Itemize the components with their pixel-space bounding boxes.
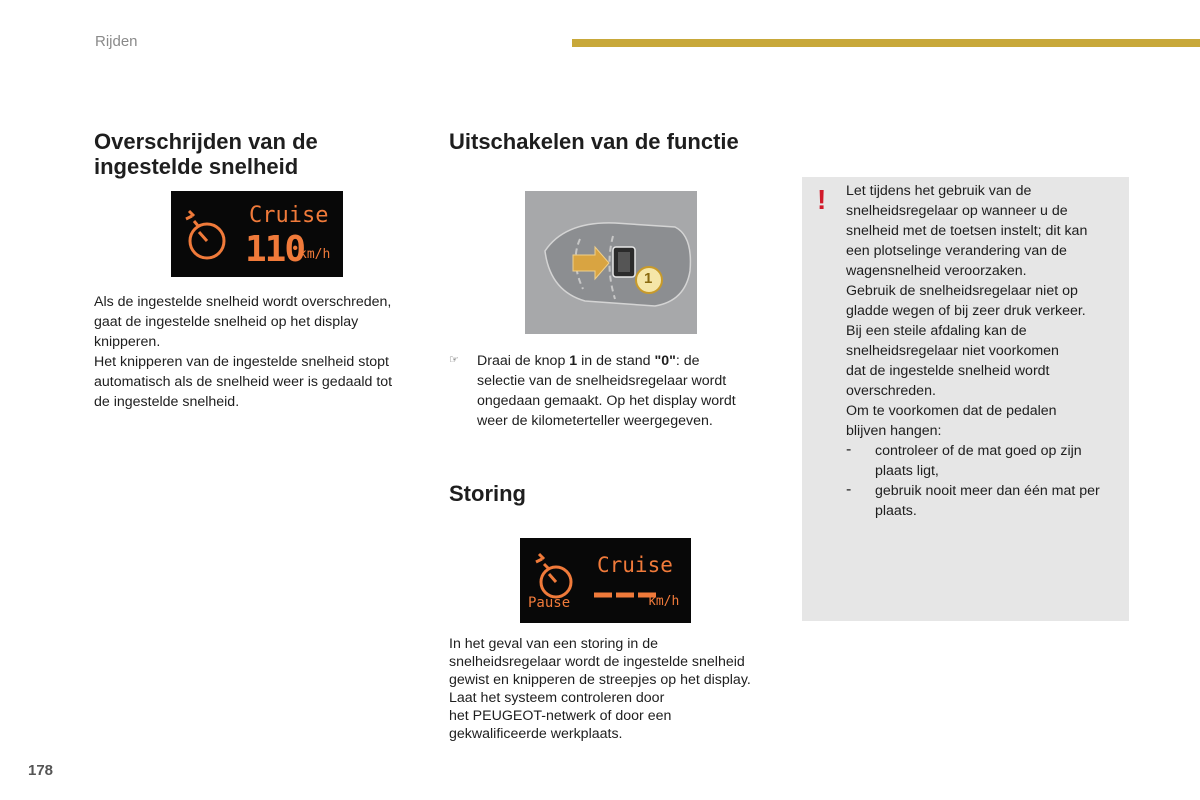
warning-line: dat de ingestelde snelheid wordt [846, 363, 1050, 379]
heading-line-2: ingestelde snelheid [94, 154, 299, 179]
para-line: Het knipperen van de ingestelde snelheid stopt [94, 354, 389, 370]
cruise-display-110 [171, 191, 343, 277]
cruise-label: Cruise [249, 203, 329, 228]
header-accent-bar [572, 39, 1200, 47]
stalk-illustration [525, 191, 697, 334]
warning-item-line: plaats ligt, [875, 463, 939, 479]
warning-line: snelheid met de toetsen instelt; dit kan [846, 223, 1088, 239]
heading-line-1: Overschrijden van de [94, 129, 318, 154]
section-label: Rijden [95, 33, 138, 50]
para-line: de ingestelde snelheid. [94, 394, 240, 410]
warning-line: een plotselinge verandering van de [846, 243, 1067, 259]
heading-storing: Storing [449, 481, 526, 506]
para-line: knipperen. [94, 334, 161, 350]
warning-line: Gebruik de snelheidsregelaar niet op [846, 283, 1078, 299]
speed-unit: km/h [299, 247, 331, 262]
warning-text [846, 181, 1124, 521]
para-line: Laat het systeem controleren door [449, 690, 665, 706]
heading-uitschakelen: Uitschakelen van de functie [449, 129, 739, 154]
warning-list-item [846, 481, 1124, 521]
warning-line: gladde wegen of bij zeer druk verkeer. [846, 303, 1086, 319]
warning-line: Let tijdens het gebruik van de [846, 183, 1032, 199]
bullet-line: weer de kilometerteller weergegeven. [477, 413, 713, 429]
para-line: gewist en knipperen de streepjes op het display. [449, 672, 751, 688]
bullet-instruction [477, 351, 777, 431]
warning-line: overschreden. [846, 383, 936, 399]
warning-line: Bij een steile afdaling kan de [846, 323, 1027, 339]
warning-line: snelheidsregelaar op wanneer u de [846, 203, 1068, 219]
paragraph-overschrijden [94, 292, 434, 412]
bullet-arrow-icon: ☞ [449, 354, 459, 366]
callout-number-1: 1 [644, 270, 653, 287]
cruise-label: Cruise [597, 553, 673, 577]
bullet-line: selectie van de snelheidsregelaar wordt [477, 373, 727, 389]
warning-line: wagensnelheid veroorzaken. [846, 263, 1027, 279]
para-line: automatisch als de snelheid weer is gedaald tot [94, 374, 393, 390]
dash-marker: - [846, 481, 852, 498]
para-line: gaat de ingestelde snelheid op het display [94, 314, 359, 330]
warning-item-line: plaats. [875, 503, 917, 519]
warning-line: blijven hangen: [846, 423, 942, 439]
paragraph-storing [449, 635, 779, 743]
page-number: 178 [28, 762, 54, 779]
para-line: In het geval van een storing in de [449, 636, 659, 652]
heading-overschrijden [94, 129, 434, 179]
warning-line: Om te voorkomen dat de pedalen [846, 403, 1057, 419]
bullet-line-1: Draai de knop 1 in de stand "0": de [477, 353, 700, 369]
bullet-line: ongedaan gemaakt. Op het display wordt [477, 393, 736, 409]
warning-item-line: controleer of de mat goed op zijn [875, 443, 1082, 459]
warning-list-item [846, 441, 1124, 481]
speed-unit: km/h [648, 594, 680, 609]
pause-label: Pause [528, 595, 571, 611]
para-line: Als de ingestelde snelheid wordt overschreden, [94, 294, 392, 310]
dash-marker: - [846, 441, 852, 458]
cruise-stalk-image [525, 191, 697, 334]
warning-item-line: gebruik nooit meer dan één mat per [875, 483, 1100, 499]
warning-line: snelheidsregelaar niet voorkomen [846, 343, 1059, 359]
set-speed-value: 110 [245, 229, 305, 270]
para-line: snelheidsregelaar wordt de ingestelde snelheid [449, 654, 745, 670]
para-line: het PEUGEOT-netwerk of door een [449, 708, 672, 724]
warning-exclamation-icon: ! [817, 184, 827, 215]
para-line: gekwalificeerde werkplaats. [449, 726, 623, 742]
cruise-display-fault [520, 538, 691, 623]
